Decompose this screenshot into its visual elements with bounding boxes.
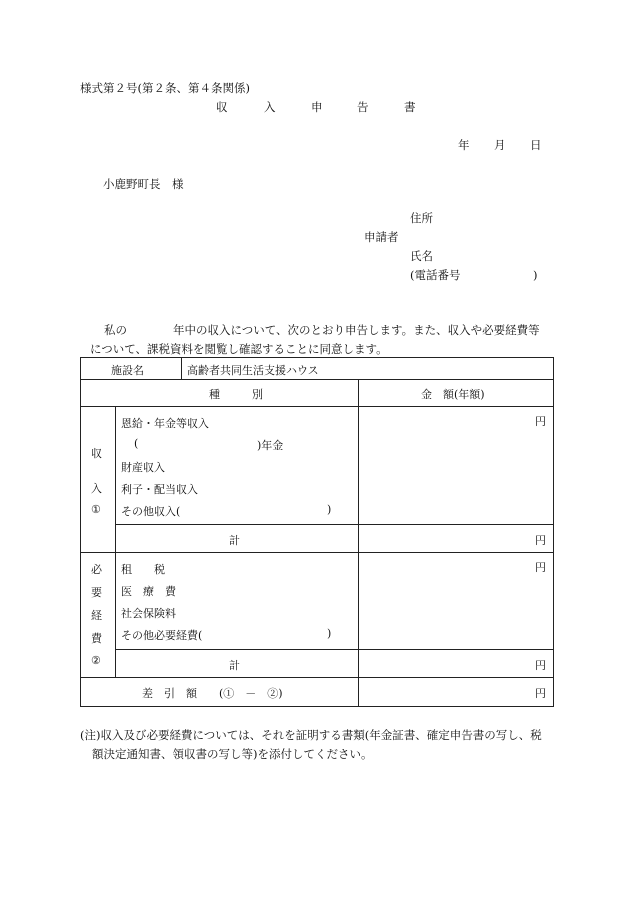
expenses-amount-cell (359, 553, 554, 650)
date-year: 年 (458, 138, 470, 152)
income-declaration-table (80, 357, 554, 707)
income-total-yen: 円 (535, 533, 546, 547)
income-side-cell (81, 407, 116, 553)
amount-header: 金 額(年額) (421, 388, 485, 401)
phone-close: ) (533, 268, 538, 282)
income-item-property: 財産収入 (121, 461, 165, 474)
statement-prefix: 私の (104, 323, 127, 337)
income-item-pension-open: ( (134, 437, 139, 450)
income-amount-cell (359, 407, 554, 525)
title-char: 書 (404, 100, 416, 114)
difference-yen: 円 (535, 687, 546, 700)
footnote-line2: 額決定通知書、領収書の写し等)を添付してください。 (92, 747, 373, 761)
expenses-items-cell (116, 553, 359, 650)
form-number: 様式第２号(第２条、第４条関係) (80, 81, 250, 95)
expense-item-other-close: ) (327, 627, 332, 640)
date-day: 日 (530, 138, 542, 152)
statement-line2: について、課税資料を閲覧し確認することに同意します。 (90, 342, 388, 356)
income-item-other-close: ) (327, 503, 332, 516)
difference-amount-cell (359, 678, 554, 707)
income-total-label: 計 (229, 533, 240, 547)
income-side-char: ① (91, 503, 101, 516)
title-char: 収 (216, 100, 228, 114)
addressee: 小鹿野町長 様 (103, 177, 184, 191)
difference-label-cell (81, 678, 359, 707)
income-item-other: その他収入( (121, 505, 181, 518)
facility-value-cell (182, 358, 554, 380)
expenses-side-char: 費 (91, 632, 102, 645)
date-month: 月 (494, 138, 506, 152)
income-total-row (81, 524, 554, 552)
header-row (81, 380, 554, 407)
expenses-total-yen: 円 (535, 658, 546, 672)
difference-label: 差 引 額 (① － ②) (142, 687, 283, 700)
type-header-char: 種 (209, 388, 220, 401)
statement-line1: 年中の収入について、次のとおり申告します。また、収入や必要経費等 (173, 323, 540, 337)
expenses-total-row (81, 649, 554, 677)
difference-row (81, 678, 554, 707)
expenses-side-char: 経 (91, 609, 102, 622)
expense-item-other: その他必要経費( (121, 629, 203, 642)
name-label: 氏名 (410, 249, 433, 263)
income-item-interest: 利子・配当収入 (121, 483, 198, 496)
facility-label: 施設名 (111, 364, 144, 377)
facility-value: 高齢者共同生活支援ハウス (187, 364, 319, 377)
expenses-total-label-cell (116, 649, 359, 677)
income-yen: 円 (535, 415, 546, 428)
expense-item-medical: 医 療 費 (121, 585, 176, 598)
expenses-side-char: 要 (91, 586, 102, 599)
income-items-cell (116, 407, 359, 525)
expenses-yen: 円 (535, 561, 546, 574)
income-row (81, 407, 554, 525)
expenses-side-char: 必 (91, 563, 102, 576)
expense-item-tax: 租 税 (121, 563, 165, 576)
expenses-side-char: ② (91, 654, 101, 667)
income-side-char: 収 (91, 447, 102, 460)
expenses-total-amount-cell (359, 649, 554, 677)
facility-label-cell (81, 358, 182, 380)
amount-header-cell (359, 380, 554, 407)
income-total-label-cell (116, 524, 359, 552)
expenses-total-label: 計 (229, 658, 240, 672)
address-label: 住所 (410, 211, 433, 225)
income-total-amount-cell (359, 524, 554, 552)
phone-label: (電話番号 (410, 268, 461, 282)
title-char: 申 (311, 100, 323, 114)
income-side-char: 入 (91, 482, 102, 495)
title-char: 告 (357, 100, 369, 114)
type-header-cell (81, 380, 359, 407)
footnote-line1: (注)収入及び必要経費については、それを証明する書類(年金証書、確定申告書の写し、税 (80, 728, 542, 742)
expense-item-insurance: 社会保険料 (121, 607, 176, 620)
expenses-side-cell (81, 553, 116, 678)
income-item-pension-type: )年金 (257, 439, 284, 452)
income-item-pension: 恩給・年金等収入 (121, 417, 209, 430)
expenses-row (81, 553, 554, 650)
facility-row (81, 358, 554, 380)
applicant-label: 申請者 (364, 230, 399, 244)
title-char: 入 (264, 100, 276, 114)
type-header-char: 別 (252, 388, 263, 401)
